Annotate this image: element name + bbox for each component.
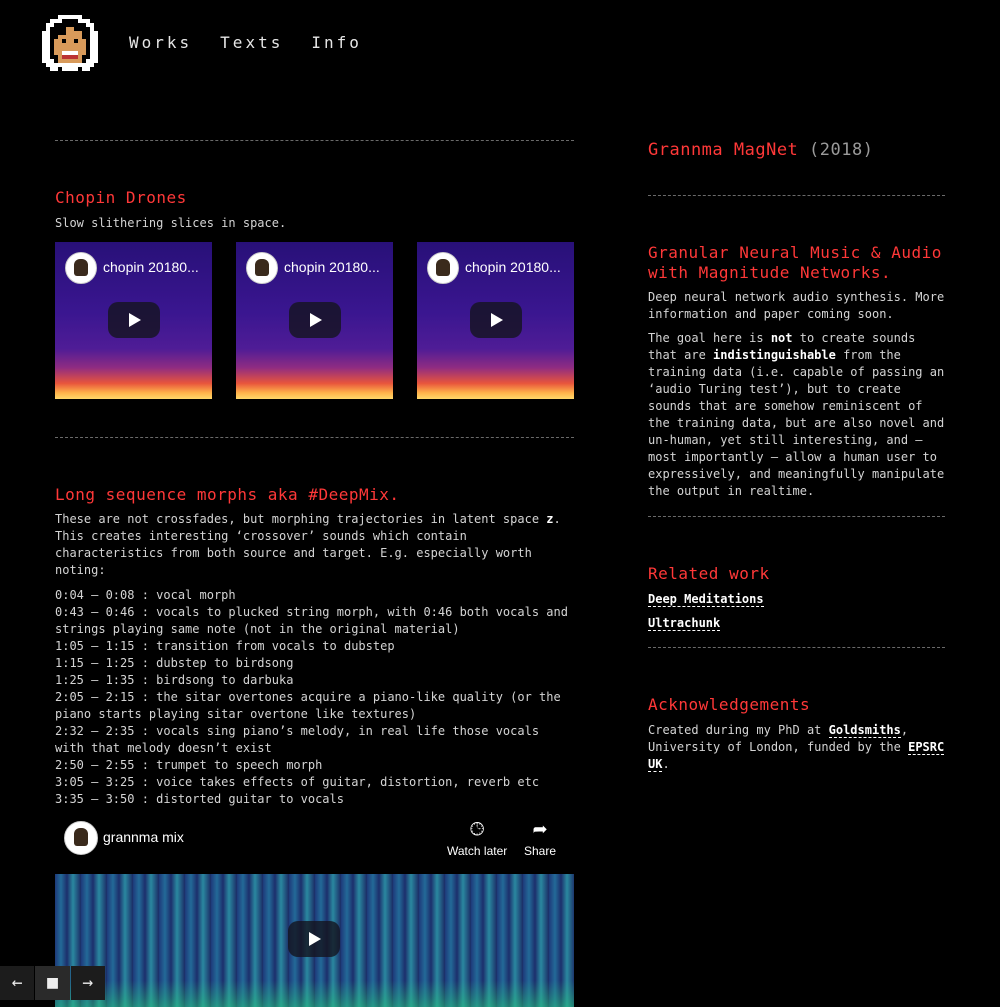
timestamp-item: 1:05 – 1:15 : transition from vocals to dubstep bbox=[55, 639, 395, 653]
divider bbox=[55, 437, 574, 438]
channel-avatar[interactable] bbox=[65, 252, 97, 284]
page-navigation bbox=[0, 966, 106, 1000]
share-arrow-icon: ➦ bbox=[532, 819, 548, 839]
project-title bbox=[648, 140, 945, 160]
goal-emphasis: indistinguishable bbox=[713, 348, 836, 362]
timestamp-item: 1:15 – 1:25 : dubstep to birdsong bbox=[55, 656, 294, 670]
arrow-left-icon[interactable]: ← bbox=[0, 966, 34, 1000]
section-title-deepmix: Long sequence morphs aka #DeepMix. bbox=[55, 485, 400, 504]
main-nav bbox=[129, 33, 362, 53]
section-description bbox=[55, 511, 574, 579]
divider bbox=[648, 516, 945, 517]
timestamp-list bbox=[55, 587, 574, 808]
play-icon[interactable] bbox=[108, 302, 160, 338]
acknowledgements-heading: Acknowledgements bbox=[648, 695, 811, 714]
related-list bbox=[648, 591, 945, 632]
square-icon[interactable]: ■ bbox=[35, 966, 69, 1000]
video-title[interactable]: chopin 20180... bbox=[465, 259, 561, 275]
watch-later-label: Watch later bbox=[447, 844, 508, 858]
watch-later-button[interactable] bbox=[447, 818, 507, 858]
main-content bbox=[55, 140, 574, 1007]
timestamp-item: 1:25 – 1:35 : birdsong to darbuka bbox=[55, 673, 294, 687]
project-year: (2018) bbox=[809, 140, 874, 160]
timestamp-item: 0:43 – 0:46 : vocals to plucked string morph, with 0:46 both vocals and strings playing same note (not in the original material) bbox=[55, 605, 568, 636]
nav-info[interactable]: Info bbox=[311, 33, 362, 52]
project-goal bbox=[648, 330, 945, 500]
ack-text: . bbox=[662, 757, 670, 771]
goal-text: to create sounds that are bbox=[648, 331, 916, 362]
nav-texts[interactable]: Texts bbox=[220, 33, 284, 52]
goal-text: The goal here is bbox=[648, 331, 771, 345]
divider bbox=[648, 195, 945, 196]
video-title[interactable]: grannma mix bbox=[103, 829, 184, 845]
section-description: Slow slithering slices in space. bbox=[55, 216, 287, 230]
clock-icon: 🕒︎ bbox=[470, 819, 485, 839]
ack-text: Created during my PhD at bbox=[648, 723, 829, 737]
related-link-deep-meditations[interactable]: Deep Meditations bbox=[648, 592, 764, 606]
pixel-avatar-logo[interactable] bbox=[38, 10, 102, 76]
project-heading: Granular Neural Music & Audio with Magnitude Networks. bbox=[648, 243, 942, 282]
share-label: Share bbox=[524, 844, 557, 858]
timestamp-item: 2:32 – 2:35 : vocals sing piano’s melody, in real life those vocals with that melody doesn’t exist bbox=[55, 724, 540, 755]
timestamp-item: 3:35 – 3:50 : distorted guitar to vocals bbox=[55, 792, 344, 806]
video-embed-3[interactable] bbox=[417, 242, 574, 399]
nav-works[interactable]: Works bbox=[129, 33, 193, 52]
goal-text: from the training data (i.e. capable of passing an ‘audio Turing test’), but to create sounds that are somehow reminiscent of the training data, but are also novel and un-human, yet still interesting, and – most importantly – allow a human user to expressively, and meaningfully manipulate the output in realtime. bbox=[648, 348, 945, 498]
section-title-chopin-drones: Chopin Drones bbox=[55, 188, 187, 207]
ack-text: , University of London, funded by the bbox=[648, 723, 909, 754]
video-row bbox=[55, 242, 574, 399]
channel-avatar[interactable] bbox=[64, 821, 98, 855]
video-thumbnail[interactable] bbox=[55, 874, 574, 1007]
timestamp-item: 2:05 – 2:15 : the sitar overtones acquire a piano-like quality (or the piano starts playing sitar overtone like textures) bbox=[55, 690, 561, 721]
divider bbox=[648, 647, 945, 648]
timestamp-item: 3:05 – 3:25 : voice takes effects of guitar, distortion, reverb etc bbox=[55, 775, 540, 789]
sidebar bbox=[648, 140, 945, 773]
video-embed-1[interactable] bbox=[55, 242, 212, 399]
share-button[interactable] bbox=[524, 818, 556, 858]
description-text: . This creates interesting ‘crossover’ sounds which contain characteristics from both source and target. E.g. especially worth noting: bbox=[55, 512, 561, 577]
channel-avatar[interactable] bbox=[246, 252, 278, 284]
play-icon[interactable] bbox=[288, 921, 340, 957]
description-text: These are not crossfades, but morphing trajectories in latent space bbox=[55, 512, 547, 526]
video-title[interactable]: chopin 20180... bbox=[284, 259, 380, 275]
timestamp-item: 2:50 – 2:55 : trumpet to speech morph bbox=[55, 758, 323, 772]
timestamp-item: 0:04 – 0:08 : vocal morph bbox=[55, 588, 236, 602]
project-intro: Deep neural network audio synthesis. More information and paper coming soon. bbox=[648, 290, 945, 321]
arrow-right-icon[interactable]: → bbox=[71, 966, 105, 1000]
play-icon[interactable] bbox=[470, 302, 522, 338]
related-link-ultrachunk[interactable]: Ultrachunk bbox=[648, 616, 721, 630]
project-name: Grannma MagNet bbox=[648, 140, 799, 160]
play-icon[interactable] bbox=[289, 302, 341, 338]
epsrc-link[interactable]: EPSRC UK bbox=[648, 740, 945, 771]
video-embed-grannma-mix[interactable] bbox=[55, 813, 574, 1007]
latent-variable: z bbox=[546, 512, 554, 526]
acknowledgements-text bbox=[648, 722, 945, 773]
divider bbox=[55, 140, 574, 141]
goal-emphasis: not bbox=[770, 331, 793, 345]
related-work-heading: Related work bbox=[648, 564, 770, 583]
video-embed-2[interactable] bbox=[236, 242, 393, 399]
channel-avatar[interactable] bbox=[427, 252, 459, 284]
video-title[interactable]: chopin 20180... bbox=[103, 259, 199, 275]
goldsmiths-link[interactable]: Goldsmiths bbox=[828, 723, 901, 737]
